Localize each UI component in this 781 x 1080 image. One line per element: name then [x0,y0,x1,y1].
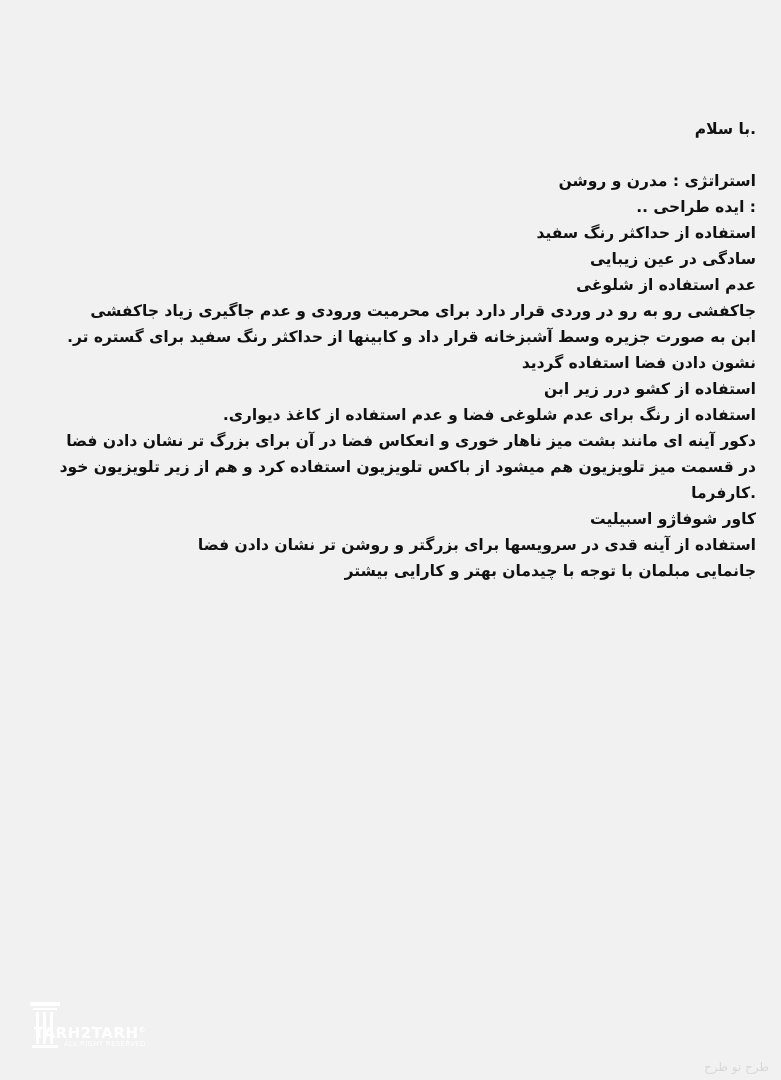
text-line: عدم استفاده از شلوغی [576,276,756,294]
text-line: .کارفرما [691,484,756,502]
text-line: در قسمت میز تلویزیون هم میشود از باکس تلویزیون استفاده کرد و هم از زیر تلویزیون خود [59,458,756,476]
watermark-text: طرح تو طرح [703,1060,769,1074]
text-line: ابن به صورت جزیره وسط آشبزخانه قرار داد و کابینها از حداکثر رنگ سفید برای گستره تر. [67,328,756,346]
blank-line [26,142,756,168]
text-line: جاکفشی رو به رو در وردی قرار دارد برای محرمیت ورودی و عدم جاگیری زیاد جاکفشی [90,302,756,320]
text-line: نشون دادن فضا استفاده گردید [521,354,756,372]
document-body [26,116,756,584]
text-line: : ایده طراحی .. [636,198,756,216]
text-line: استفاده از کشو درر زیر ابن [544,380,756,398]
logo-title: TARH2TARH© [34,1024,146,1042]
text-line: استفاده از حداکثر رنگ سفید [536,224,756,242]
text-line: .با سلام [694,120,756,138]
text-line: استراتژی : مدرن و روشن [558,172,756,190]
text-line: سادگی در عین زیبایی [589,250,756,268]
text-line: کاور شوفاژو اسبیلیت [590,510,756,528]
text-line: دکور آینه ای مانند بشت میز ناهار خوری و انعکاس فضا در آن برای بزرگ تر نشان دادن فضا [66,432,756,450]
text-line: استفاده از رنگ برای عدم شلوغی فضا و عدم استفاده از کاغذ دیواری. [222,406,756,424]
logo-subtitle: ALL RIGHT RESERVED [64,1040,146,1048]
text-line: استفاده از آینه قدی در سرویسها برای بزرگتر و روشن تر نشان دادن فضا [197,536,756,554]
text-line: جانمایی مبلمان با توجه با چیدمان بهتر و کارایی بیشتر [344,562,756,580]
